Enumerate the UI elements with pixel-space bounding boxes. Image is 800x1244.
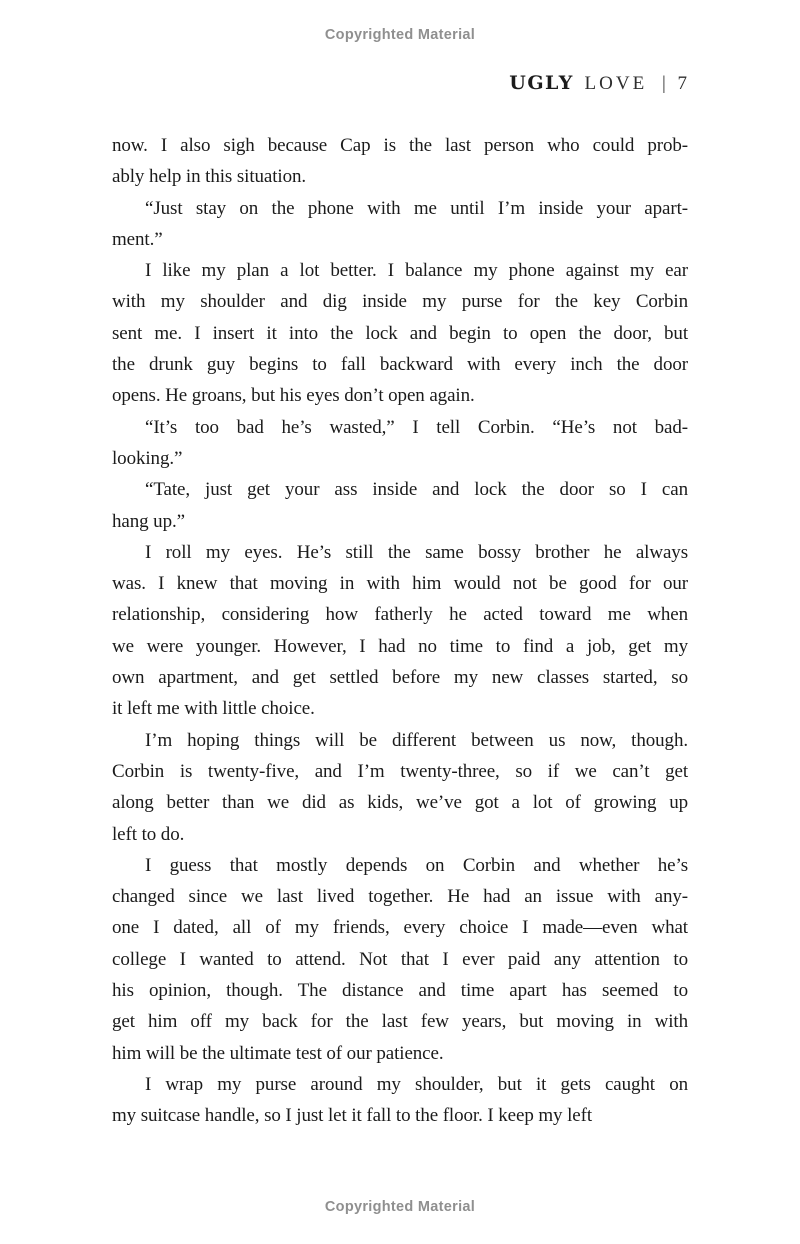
text-line: Corbin is twenty-five, and I’m twenty-three, so if we can’t get <box>112 760 688 782</box>
running-header <box>112 72 688 95</box>
text-line: ment.” <box>112 228 163 250</box>
text-line: own apartment, and get settled before my new classes started, so <box>112 667 688 689</box>
text-line: one I dated, all of my friends, every choice I made—even what <box>112 917 688 939</box>
text-line: “It’s too bad he’s wasted,” I tell Corbin. “He’s not bad- <box>145 416 688 438</box>
text-line: “Tate, just get your ass inside and lock the door so I can <box>145 479 688 501</box>
text-line: changed since we last lived together. He had an issue with any- <box>112 886 688 908</box>
page-number: 7 <box>677 73 688 94</box>
text-line: I guess that mostly depends on Corbin and whether he’s <box>145 854 688 876</box>
text-line: sent me. I insert it into the lock and begin to open the door, but <box>112 322 688 344</box>
body-text <box>112 130 688 1132</box>
text-line: along better than we did as kids, we’ve got a lot of growing up <box>112 792 688 814</box>
text-line: it left me with little choice. <box>112 698 315 720</box>
copyright-watermark-top: Copyrighted Material <box>324 27 476 43</box>
text-line: we were younger. However, I had no time to find a job, get my <box>112 635 688 657</box>
text-line: was. I knew that moving in with him would not be good for our <box>112 573 688 595</box>
header-separator: | <box>661 73 666 94</box>
text-line: with my shoulder and dig inside my purse for the key Corbin <box>112 291 688 313</box>
text-line: I roll my eyes. He’s still the same bossy brother he always <box>145 541 688 563</box>
text-line: my suitcase handle, so I just let it fall to the floor. I keep my left <box>112 1105 593 1127</box>
text-line: looking.” <box>112 447 183 469</box>
text-line: “Just stay on the phone with me until I’m inside your apart- <box>145 197 688 219</box>
text-line: hang up.” <box>112 510 185 532</box>
text-line: opens. He groans, but his eyes don’t open again. <box>112 385 475 407</box>
copyright-watermark-bottom: Copyrighted Material <box>324 1199 476 1215</box>
text-line: relationship, considering how fatherly he acted toward me when <box>112 604 688 626</box>
text-line: the drunk guy begins to fall backward with every inch the door <box>112 354 688 376</box>
text-line: I’m hoping things will be different between us now, though. <box>145 729 688 751</box>
text-line: his opinion, though. The distance and time apart has seemed to <box>112 980 688 1002</box>
text-line: now. I also sigh because Cap is the last person who could prob- <box>112 135 688 156</box>
text-line: I wrap my purse around my shoulder, but it gets caught on <box>145 1073 688 1095</box>
text-line: ably help in this situation. <box>112 166 307 188</box>
text-line: college I wanted to attend. Not that I ever paid any attention to <box>112 948 688 970</box>
text-line: left to do. <box>112 823 185 845</box>
book-title-bold: UGLY <box>509 72 574 94</box>
book-title-light: LOVE <box>584 73 648 94</box>
text-line: I like my plan a lot better. I balance my phone against my ear <box>145 260 688 282</box>
text-line: get him off my back for the last few years, but moving in with <box>112 1011 688 1033</box>
text-line: him will be the ultimate test of our patience. <box>112 1042 444 1064</box>
